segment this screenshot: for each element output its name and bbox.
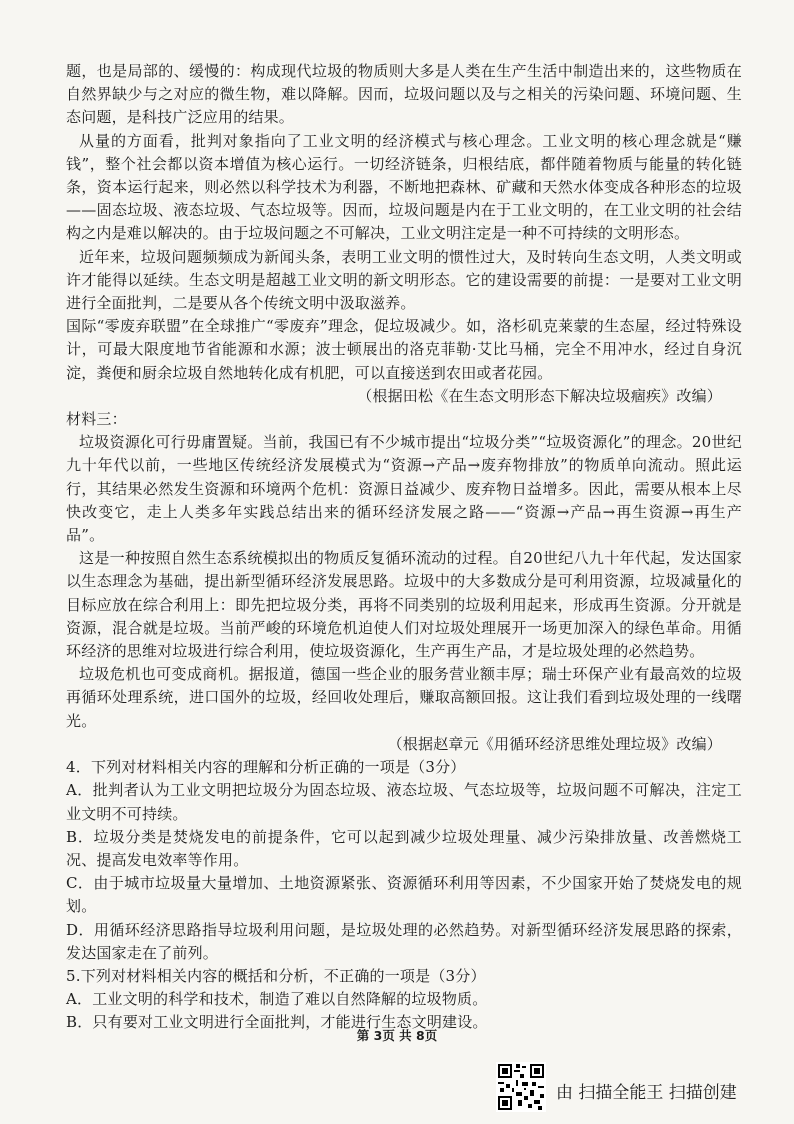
source-citation: （根据田松《在生态文明形态下解决垃圾痼疾》改编） <box>357 386 722 405</box>
paragraph: D．用循环经济思路指导垃圾利用问题，是垃圾处理的必然趋势。对新型循环经济发展思路的探索，发达国家走在了前列。 <box>66 920 742 962</box>
paragraph: 垃圾危机也可变成商机。据报道，德国一些企业的服务营业额丰厚；瑞士环保产业有最高效的垃圾再循环处理系统，进口国外的垃圾，经回收处理后，赚取高额回报。这让我们看到垃圾处理的一线曙光。 <box>66 665 742 730</box>
paragraph: 材料三： <box>66 410 127 429</box>
paragraph: 近年来，垃圾问题频频成为新闻头条，表明工业文明的惯性过大，及时转向生态文明，人类文明或许才能得以延续。生态文明是超越工业文明的新文明形态。它的建设需要的前提：一是要对工业文明进行全面批判，二是要从各个传统文明中汲取滋养。 <box>66 247 742 313</box>
paragraph: 这是一种按照自然生态系统模拟出的物质反复循环流动的过程。自20世纪八九十年代起，发达国家以生态理念为基础，提出新型循环经济发展思路。垃圾中的大多数成分是可利用资源，垃圾减量化的目标应放在综合利用上：即先把垃圾分类，再将不同类别的垃圾利用起来，形成再生资源。分开就是资源，混合就是垃圾。当前严峻的环境危机迫使人们对垃圾处理展开一场更加深入的绿色革命。用循环经济的思维对垃圾进行综合利用，使垃圾资源化，生产再生产品，才是垃圾处理的必然趋势。 <box>66 549 742 661</box>
qr-code-icon <box>496 1062 546 1112</box>
paragraph: A．工业文明的科学和技术，制造了难以自然降解的垃圾物质。 <box>66 990 488 1009</box>
paragraph: B．垃圾分类是焚烧发电的前提条件，它可以起到减少垃圾处理量、减少污染排放量、改善燃烧工况、提高发电效率等作用。 <box>66 827 742 869</box>
paragraph: 垃圾资源化可行毋庸置疑。当前，我国已有不少城市提出“垃圾分类”“垃圾资源化”的理念。20世纪九十年代以前，一些地区传统经济发展模式为“资源→产品→废弃物排放”的物质单向流动。照此运行，其结果必然发生资源和环境两个危机：资源日益减少、废弃物日益增多。因此，需要从根本上尽快改变它，走上人类多年实践总结出来的循环经济发展之路——“资源→产品→再生资源→再生产品”。 <box>66 433 742 545</box>
document-body <box>66 60 742 1035</box>
source-citation: （根据赵章元《用循环经济思维处理垃圾》改编） <box>387 734 722 753</box>
paragraph: 从量的方面看，批判对象指向了工业文明的经济模式与核心理念。工业文明的核心理念就是“赚钱”，整个社会都以资本增值为核心运行。一切经济链条，归根结底，都伴随着物质与能量的转化链条，资本运行起来，则必然以科学技术为利器，不断地把森林、矿藏和天然水体变成各种形态的垃圾——固态垃圾、液态垃圾、气态垃圾等。因而，垃圾问题是内在于工业文明的，在工业文明的社会结构之内是难以解决的。由于垃圾问题之不可解决，工业文明注定是一种不可持续的文明形态。 <box>66 131 742 243</box>
paragraph: 4．下列对材料相关内容的理解和分析正确的一项是（3分） <box>66 758 466 777</box>
paragraph: 5.下列对材料相关内容的概括和分析，不正确的一项是（3分） <box>66 966 486 985</box>
page-number: 第 3页 共 8页 <box>356 1028 438 1043</box>
paragraph: C．由于城市垃圾量大量增加、土地资源紧张、资源循环利用等因素，不少国家开始了焚烧发电的规划。 <box>66 874 742 916</box>
paragraph: B．只有要对工业文明进行全面批判，才能进行生态文明建设。 <box>66 1013 488 1032</box>
paragraph: 题，也是局部的、缓慢的：构成现代垃圾的物质则大多是人类在生产生活中制造出来的，这些物质在自然界缺少与之对应的微生物，难以降解。因而，垃圾问题以及与之相关的污染问题、环境问题、生态问题，是科技广泛应用的结果。 <box>66 62 742 127</box>
paragraph: A．批判者认为工业文明把垃圾分为固态垃圾、液态垃圾、气态垃圾等，垃圾问题不可解决，注定工业文明不可持续。 <box>66 781 742 823</box>
scanner-watermark: 由 扫描全能王 扫描创建 <box>556 1083 737 1103</box>
paragraph: 国际“零废弃联盟”在全球推广“零废弃”理念，促垃圾减少。如，洛杉矶克莱蒙的生态屋，经过特殊设计，可最大限度地节省能源和水源；波士顿展出的洛克菲勒·艾比马桶，完全不用冲水，经过自身沉淀，粪便和厨余垃圾自然地转化成有机肥，可以直接送到农田或者花园。 <box>66 317 742 382</box>
